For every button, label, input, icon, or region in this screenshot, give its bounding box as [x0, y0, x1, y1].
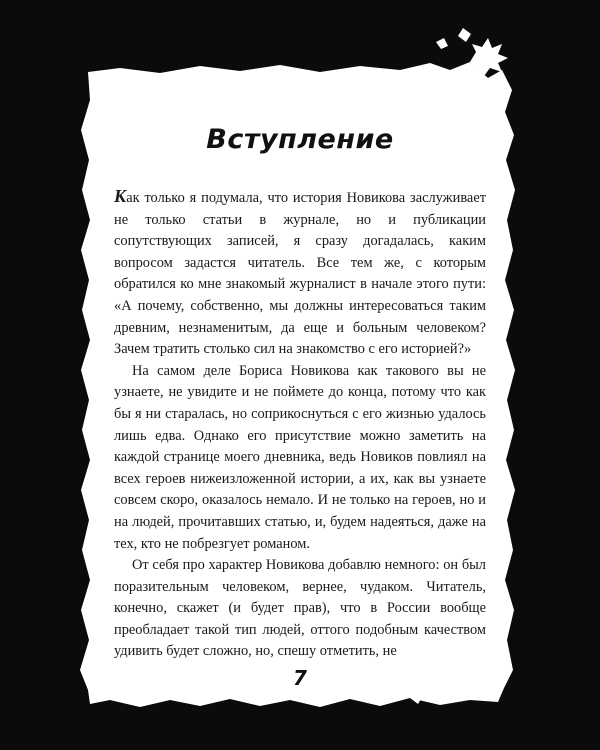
paragraph: От себя про характер Новикова добавлю немного: он был поразительным человеком, вернее, чудаком. Читатель, конечно, скажет (и будет прав), что в России вообще преобладает такой тип людей, оттого подобным качеством удивить будет сложно, но, спешу отметить, не	[114, 557, 486, 660]
chapter-title: Вступление	[206, 124, 394, 155]
page-content	[114, 110, 486, 690]
body-text	[114, 186, 486, 663]
page-number: 7	[293, 666, 307, 690]
paragraph: На самом деле Бориса Новикова как такового вы не узнаете, не увидите и не поймете до конца, потому что как бы я ни старалась, но соприкоснуться с его жизнью удалось лишь едва. Однако его присутствие можно заметить на каждой странице моего дневника, ведь Новиков повлиял на всех героев нижеизложенной истории, а их, как вы узнаете совсем скоро, оказалось немало. И не только на героев, но и на людей, прочитавших статью, и, будем надеяться, даже на тех, кто не побрезгует романом.	[114, 362, 486, 552]
paragraph: Как только я подумала, что история Новикова заслуживает не только статьи в журнале, но и публикации сопутствующих записей, я сразу догадалась, каким вопросом задастся читатель. Все тем же, с которым обратился ко мне знакомый журналист в начале этого пути: «А почему, собственно, мы должны интересоваться таким древним, незнаменитым, да еще и больным человеком? Зачем тратить столько сил на знакомство с его историей?»	[114, 186, 486, 358]
